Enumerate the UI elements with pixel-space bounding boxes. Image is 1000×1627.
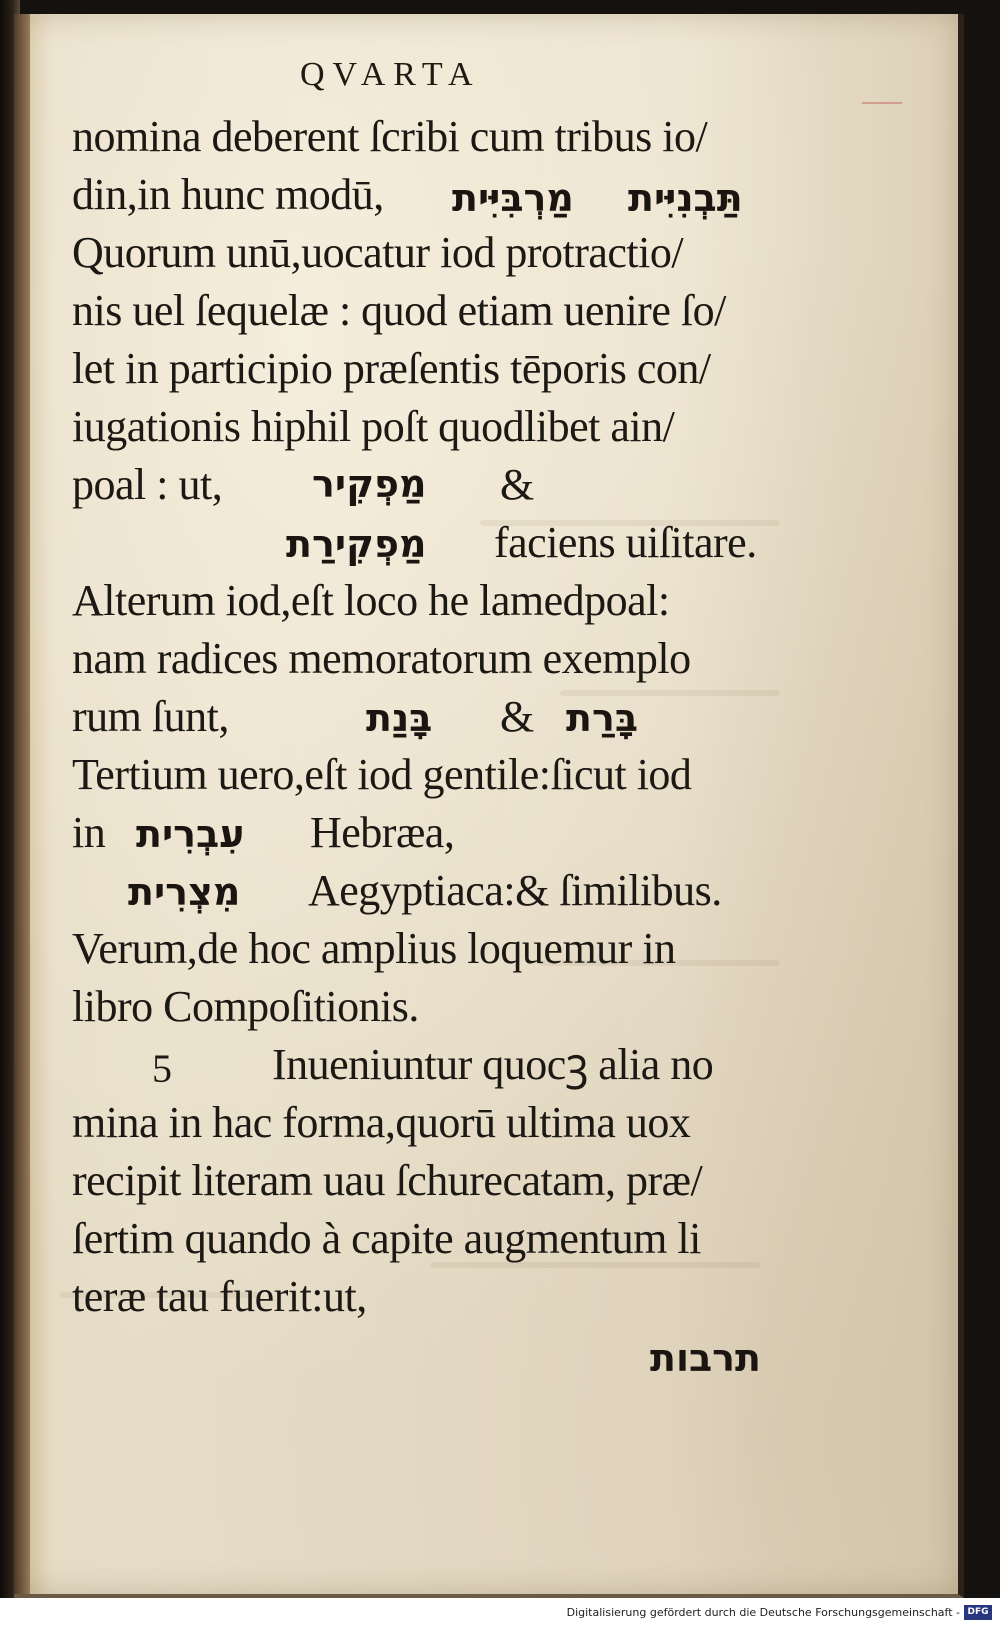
text-line: Alterum iod,eſt loco he lamedpoal:: [72, 576, 670, 625]
ampersand: &: [500, 460, 534, 509]
text-line: iugationis hiphil poſt quodlibet ain/: [72, 402, 675, 451]
hebrew-word: תַּבְנִיִּית: [628, 176, 743, 220]
text-line: nis uel ſequelæ : quod etiam uenire ſo/: [72, 286, 726, 335]
text-line: mina in hac forma,quorū ultima uox: [72, 1098, 691, 1147]
hebrew-word: מַפְקִירַת: [286, 522, 427, 566]
text-line: ſertim quando à capite augmentum li: [72, 1214, 701, 1263]
hebrew-word: מַפְקִיר: [312, 462, 427, 506]
dfg-logo: DFG: [964, 1605, 992, 1620]
text-line: Tertium uero,eſt iod gentile:ſicut iod: [72, 750, 692, 799]
footer-credit: Digitalisierung gefördert durch die Deutsche Forschungsgemeinschaft -: [566, 1606, 960, 1619]
text-line: in: [72, 808, 106, 857]
text-line: let in participio præſentis tēporis con/: [72, 344, 711, 393]
ampersand: &: [500, 692, 534, 741]
text-line: faciens uiſitare.: [494, 518, 757, 567]
hebrew-word: עִבְרִית: [136, 812, 245, 856]
text-line: libro Compoſitionis.: [72, 982, 419, 1031]
margin-mark: [862, 102, 902, 104]
text-line-latin: din,in hunc modū,: [72, 170, 384, 219]
hebrew-word: בָּרַת: [566, 696, 639, 740]
text-line: nam radices memoratorum exemplo: [72, 634, 691, 683]
section-number: 5: [152, 1046, 172, 1091]
hebrew-word: בָּנַת: [366, 696, 433, 740]
text-line: Hebræa,: [310, 808, 455, 857]
text-line: nomina deberent ſcribi cum tribus io/: [72, 112, 708, 161]
hebrew-word: תרבות: [650, 1336, 762, 1380]
text-line: Inueniuntur quocꝫ alia no: [272, 1040, 714, 1089]
running-head: QVARTA: [300, 56, 481, 93]
text-line: Aegyptiaca:& ſimilibus.: [308, 866, 722, 915]
text-line: Verum,de hoc amplius loquemur in: [72, 924, 676, 973]
text-line: poal : ut,: [72, 460, 223, 509]
text-line: rum ſunt,: [72, 692, 229, 741]
page-binding: [14, 14, 30, 1594]
hebrew-word: מִצְרִית: [128, 870, 241, 914]
text-line: teræ tau fuerit:ut,: [72, 1272, 367, 1321]
text-line: Quorum unū,uocatur iod protractio/: [72, 228, 684, 277]
text-line: recipit literam uau ſchurecatam, præ/: [72, 1156, 703, 1205]
hebrew-word: מַרְבִּיִּית: [452, 176, 574, 220]
